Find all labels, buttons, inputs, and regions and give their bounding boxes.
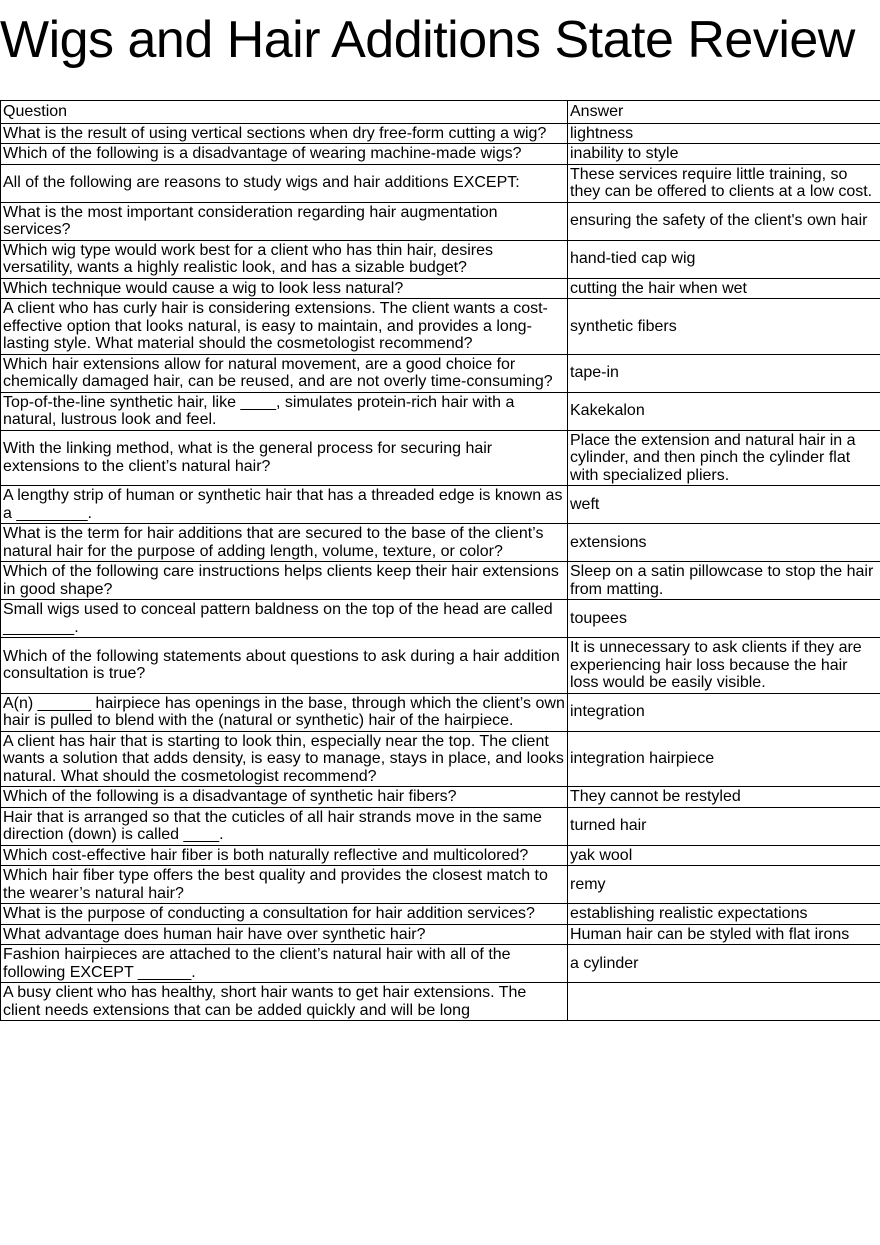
question-cell: Which of the following is a disadvantage of synthetic hair fibers? bbox=[1, 787, 568, 808]
table-row bbox=[1, 983, 880, 1021]
answer-cell: toupees bbox=[568, 600, 880, 638]
table-row bbox=[1, 240, 880, 278]
table-row bbox=[1, 486, 880, 524]
table-row bbox=[1, 787, 880, 808]
page-title: Wigs and Hair Additions State Review bbox=[0, 11, 855, 69]
question-cell: All of the following are reasons to study wigs and hair additions EXCEPT: bbox=[1, 164, 568, 202]
question-cell: A lengthy strip of human or synthetic hair that has a threaded edge is known as a ________. bbox=[1, 486, 568, 524]
answer-cell: hand-tied cap wig bbox=[568, 240, 880, 278]
answer-cell: weft bbox=[568, 486, 880, 524]
table-header-row bbox=[1, 101, 880, 124]
table-row bbox=[1, 600, 880, 638]
question-cell: What advantage does human hair have over synthetic hair? bbox=[1, 924, 568, 945]
table-row bbox=[1, 807, 880, 845]
table-row bbox=[1, 144, 880, 165]
qa-table-body bbox=[1, 123, 880, 1021]
question-cell: Which of the following care instructions helps clients keep their hair extensions in good shape? bbox=[1, 562, 568, 600]
answer-cell: turned hair bbox=[568, 807, 880, 845]
table-row bbox=[1, 299, 880, 355]
question-cell: A busy client who has healthy, short hair wants to get hair extensions. The client needs extensions that can be added quickly and will be long bbox=[1, 983, 568, 1021]
question-cell: What is the purpose of conducting a consultation for hair addition services? bbox=[1, 904, 568, 925]
question-cell: Which wig type would work best for a client who has thin hair, desires versatility, wants a highly realistic look, and has a sizable budget? bbox=[1, 240, 568, 278]
table-row bbox=[1, 562, 880, 600]
question-cell: A client has hair that is starting to look thin, especially near the top. The client wants a solution that adds density, is easy to manage, stays in place, and looks natural. What should the cosmetologist recommend? bbox=[1, 731, 568, 787]
question-cell: Top-of-the-line synthetic hair, like ____, simulates protein-rich hair with a natural, lustrous look and feel. bbox=[1, 392, 568, 430]
question-cell: A(n) ______ hairpiece has openings in the base, through which the client’s own hair is pulled to blend with the (natural or synthetic) hair of the hairpiece. bbox=[1, 693, 568, 731]
question-cell: Hair that is arranged so that the cuticles of all hair strands move in the same direction (down) is called ____. bbox=[1, 807, 568, 845]
question-cell: Which technique would cause a wig to look less natural? bbox=[1, 278, 568, 299]
answer-cell: inability to style bbox=[568, 144, 880, 165]
answer-cell: a cylinder bbox=[568, 945, 880, 983]
table-row bbox=[1, 924, 880, 945]
answer-cell bbox=[568, 983, 880, 1021]
table-row bbox=[1, 430, 880, 486]
answer-cell: Sleep on a satin pillowcase to stop the hair from matting. bbox=[568, 562, 880, 600]
question-cell: Which hair extensions allow for natural movement, are a good choice for chemically damaged hair, can be reused, and are not overly time-consuming? bbox=[1, 354, 568, 392]
answer-cell: integration bbox=[568, 693, 880, 731]
qa-table bbox=[0, 100, 880, 1021]
table-row bbox=[1, 202, 880, 240]
answer-cell: lightness bbox=[568, 123, 880, 144]
answer-column-header: Answer bbox=[568, 101, 880, 124]
table-row bbox=[1, 638, 880, 694]
question-cell: What is the most important consideration regarding hair augmentation services? bbox=[1, 202, 568, 240]
answer-cell: Human hair can be styled with flat irons bbox=[568, 924, 880, 945]
question-cell: Which hair fiber type offers the best quality and provides the closest match to the wearer’s natural hair? bbox=[1, 866, 568, 904]
table-row bbox=[1, 845, 880, 866]
answer-cell: These services require little training, so they can be offered to clients at a low cost. bbox=[568, 164, 880, 202]
table-row bbox=[1, 392, 880, 430]
answer-cell: yak wool bbox=[568, 845, 880, 866]
question-column-header: Question bbox=[1, 101, 568, 124]
answer-cell: ensuring the safety of the client's own hair bbox=[568, 202, 880, 240]
question-cell: Which of the following statements about questions to ask during a hair addition consultation is true? bbox=[1, 638, 568, 694]
question-cell: Which of the following is a disadvantage of wearing machine-made wigs? bbox=[1, 144, 568, 165]
answer-cell: They cannot be restyled bbox=[568, 787, 880, 808]
answer-cell: Place the extension and natural hair in a cylinder, and then pinch the cylinder flat with specialized pliers. bbox=[568, 430, 880, 486]
table-row bbox=[1, 164, 880, 202]
question-cell: Fashion hairpieces are attached to the client’s natural hair with all of the following EXCEPT ______. bbox=[1, 945, 568, 983]
answer-cell: extensions bbox=[568, 524, 880, 562]
answer-cell: tape-in bbox=[568, 354, 880, 392]
table-row bbox=[1, 904, 880, 925]
answer-cell: It is unnecessary to ask clients if they are experiencing hair loss because the hair loss would be easily visible. bbox=[568, 638, 880, 694]
question-cell: With the linking method, what is the general process for securing hair extensions to the client’s natural hair? bbox=[1, 430, 568, 486]
answer-cell: cutting the hair when wet bbox=[568, 278, 880, 299]
table-row bbox=[1, 123, 880, 144]
question-cell: What is the result of using vertical sections when dry free-form cutting a wig? bbox=[1, 123, 568, 144]
question-cell: Which cost-effective hair fiber is both naturally reflective and multicolored? bbox=[1, 845, 568, 866]
answer-cell: synthetic fibers bbox=[568, 299, 880, 355]
table-row bbox=[1, 693, 880, 731]
question-cell: Small wigs used to conceal pattern baldness on the top of the head are called ________. bbox=[1, 600, 568, 638]
answer-cell: establishing realistic expectations bbox=[568, 904, 880, 925]
question-cell: What is the term for hair additions that are secured to the base of the client’s natural hair for the purpose of adding length, volume, texture, or color? bbox=[1, 524, 568, 562]
table-row bbox=[1, 731, 880, 787]
table-row bbox=[1, 354, 880, 392]
table-row bbox=[1, 278, 880, 299]
answer-cell: Kakekalon bbox=[568, 392, 880, 430]
table-row bbox=[1, 524, 880, 562]
question-cell: A client who has curly hair is considering extensions. The client wants a cost-effective option that looks natural, is easy to maintain, and provides a long-lasting style. What material should the cosmetologist recommend? bbox=[1, 299, 568, 355]
table-row bbox=[1, 945, 880, 983]
table-row bbox=[1, 866, 880, 904]
answer-cell: integration hairpiece bbox=[568, 731, 880, 787]
answer-cell: remy bbox=[568, 866, 880, 904]
